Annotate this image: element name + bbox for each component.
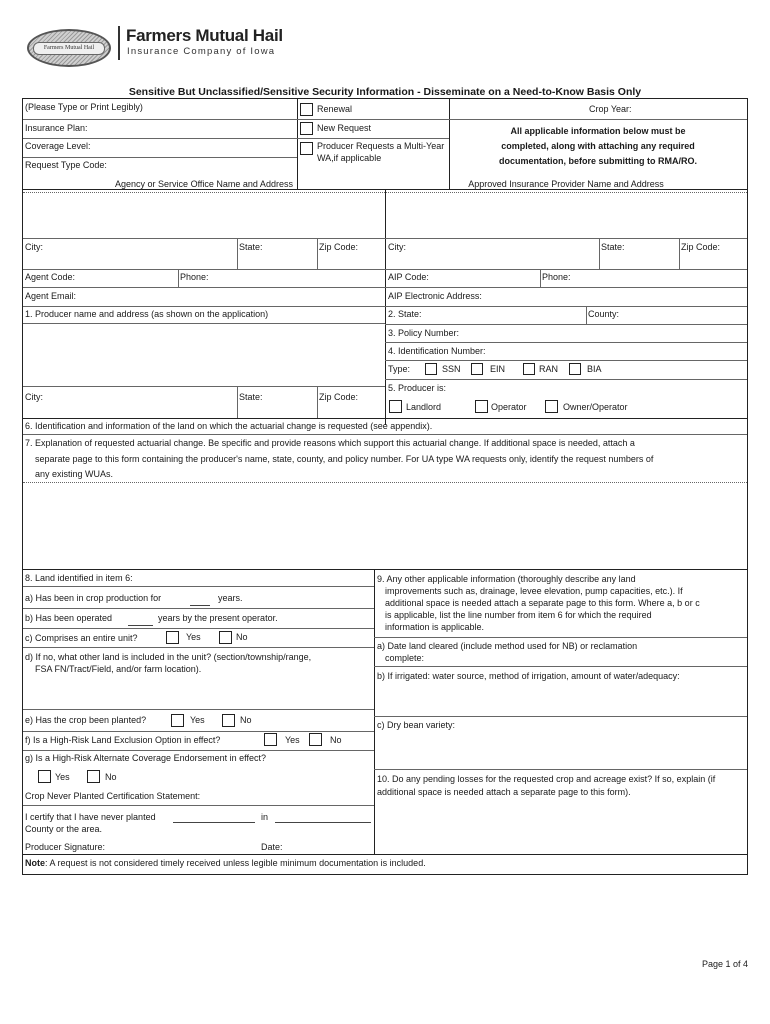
agency-zip-label: Zip Code: — [319, 242, 359, 252]
seal-band-text: Farmers Mutual Hail — [33, 42, 105, 55]
landlord-label: Landlord — [406, 402, 442, 412]
agency-city-label: City: — [25, 242, 43, 252]
aip-state-label: State: — [601, 242, 625, 252]
aip-header: Approved Insurance Provider Name and Address — [468, 179, 664, 189]
actuarial-change-form — [22, 98, 748, 875]
agency-header: Agency or Service Office Name and Address — [115, 179, 293, 189]
item8g-yes-label: Yes — [55, 772, 70, 782]
owner-operator-label: Owner/Operator — [563, 402, 628, 412]
company-seal-logo — [27, 29, 111, 67]
aip-zip-label: Zip Code: — [681, 242, 721, 252]
certify-suffix: County or the area. — [25, 824, 103, 834]
note-row — [25, 858, 426, 869]
item8e-label: e) Has the crop been planted? — [25, 715, 147, 725]
item8f-no-checkbox[interactable] — [309, 733, 322, 746]
notice-line-2: completed, along with attaching any required — [501, 141, 695, 151]
operator-label: Operator — [491, 402, 527, 412]
producer-state-label: State: — [239, 392, 263, 402]
item8e-no-checkbox[interactable] — [222, 714, 235, 727]
renewal-checkbox[interactable] — [300, 103, 313, 116]
item8f-label: f) Is a High-Risk Land Exclusion Option in effect? — [25, 735, 221, 745]
producer-city-label: City: — [25, 392, 43, 402]
signature-date-label: Date: — [261, 842, 283, 852]
insurance-plan-label: Insurance Plan: — [25, 123, 88, 133]
item8c-label: c) Comprises an entire unit? — [25, 633, 138, 643]
certify-label: I certify that I have never planted — [25, 812, 156, 822]
item8f-yes-checkbox[interactable] — [264, 733, 277, 746]
item8e-no-label: No — [240, 715, 252, 725]
logo-divider — [118, 26, 120, 60]
item2-state-label: 2. State: — [388, 309, 422, 319]
notice-line-1: All applicable information below must be — [510, 126, 686, 136]
item7-line-2: separate page to this form containing the producer's name, state, county, and policy number. For UA type WA requests only, identify the request numbers of — [35, 454, 654, 464]
certify-crop-line[interactable] — [173, 822, 255, 823]
id-type-label: Type: — [388, 364, 411, 374]
crop-year-label: Crop Year: — [589, 104, 632, 114]
ein-label: EIN — [490, 364, 506, 374]
multi-year-label-2: WA,if applicable — [317, 153, 382, 163]
item8b-years-line[interactable] — [128, 625, 153, 626]
item8g-no-label: No — [105, 772, 117, 782]
renewal-label: Renewal — [317, 104, 353, 114]
item8-title: 8. Land identified in item 6: — [25, 573, 133, 583]
agency-phone-label: Phone: — [180, 272, 209, 282]
item8c-yes-checkbox[interactable] — [166, 631, 179, 644]
item9a-line-2: complete: — [385, 653, 425, 663]
item8a-years-line[interactable] — [190, 605, 210, 606]
item8d-line-1: d) If no, what other land is included in the unit? (section/township/range, — [25, 652, 312, 662]
item9-line-3: additional space is needed attach a separate page to this form. Where a, b or c — [385, 598, 700, 608]
item9-line-2: improvements such as, drainage, levee elevation, pump capacities, etc.). If — [385, 586, 683, 596]
bia-label: BIA — [587, 364, 602, 374]
item8g-label: g) Is a High-Risk Alternate Coverage Endorsement in effect? — [25, 753, 266, 763]
agent-code-label: Agent Code: — [25, 272, 76, 282]
item5-producer-is-label: 5. Producer is: — [388, 383, 447, 393]
notice-line-3: documentation, before submitting to RMA/RO. — [499, 156, 697, 166]
item8d-line-2: FSA FN/Tract/Field, and/or farm location). — [35, 664, 202, 674]
item8b-suffix: years by the present operator. — [158, 613, 278, 623]
item8g-no-checkbox[interactable] — [87, 770, 100, 783]
landlord-checkbox[interactable] — [389, 400, 402, 413]
ssn-label: SSN — [442, 364, 461, 374]
item8e-yes-checkbox[interactable] — [171, 714, 184, 727]
item10-line-2: additional space is needed attach a separate page to this form). — [377, 787, 631, 797]
certify-in-label: in — [261, 812, 269, 822]
item8a-label: a) Has been in crop production for — [25, 593, 162, 603]
ein-checkbox[interactable] — [471, 363, 483, 375]
item9-line-1: 9. Any other applicable information (thoroughly describe any land — [377, 574, 636, 584]
item9b-label: b) If irrigated: water source, method of irrigation, amount of water/adequacy: — [377, 671, 680, 681]
county-label: County: — [588, 309, 620, 319]
brand-subtitle: Insurance Company of Iowa — [127, 46, 276, 57]
cnp-statement-label: Crop Never Planted Certification Statement: — [25, 791, 201, 801]
note-text: : A request is not considered timely received unless legible minimum documentation is included. — [45, 858, 426, 868]
item9-line-4: is applicable, list the line number from item 6 for which the required — [385, 610, 652, 620]
item4-id-number-label: 4. Identification Number: — [388, 346, 486, 356]
new-request-checkbox[interactable] — [300, 122, 313, 135]
item8c-no-checkbox[interactable] — [219, 631, 232, 644]
item8e-yes-label: Yes — [190, 715, 205, 725]
operator-checkbox[interactable] — [475, 400, 488, 413]
item7-line-3: any existing WUAs. — [35, 469, 114, 479]
item6-label: 6. Identification and information of the land on which the actuarial change is requested (see appendix). — [25, 421, 433, 431]
owner-operator-checkbox[interactable] — [545, 400, 558, 413]
item8f-no-label: No — [330, 735, 342, 745]
item9a-line-1: a) Date land cleared (include method used for NB) or reclamation — [377, 641, 638, 651]
item8b-label: b) Has been operated — [25, 613, 113, 623]
bia-checkbox[interactable] — [569, 363, 581, 375]
page-number: Page 1 of 4 — [701, 959, 748, 969]
item3-policy-number-label: 3. Policy Number: — [388, 328, 460, 338]
ran-checkbox[interactable] — [523, 363, 535, 375]
aip-city-label: City: — [388, 242, 406, 252]
agent-email-label: Agent Email: — [25, 291, 77, 301]
brand-name: Farmers Mutual Hail — [126, 26, 283, 45]
producer-zip-label: Zip Code: — [319, 392, 359, 402]
agency-state-label: State: — [239, 242, 263, 252]
coverage-level-label: Coverage Level: — [25, 141, 91, 151]
print-legibly-label: (Please Type or Print Legibly) — [25, 102, 143, 112]
item10-line-1: 10. Do any pending losses for the requested crop and acreage exist? If so, explain (if — [377, 774, 716, 784]
item9-line-5: information is applicable. — [385, 622, 485, 632]
multi-year-checkbox[interactable] — [300, 142, 313, 155]
aip-phone-label: Phone: — [542, 272, 571, 282]
item1-label: 1. Producer name and address (as shown on the application) — [25, 309, 269, 319]
ran-label: RAN — [539, 364, 559, 374]
item8a-years-suffix: years. — [218, 593, 243, 603]
item8g-yes-checkbox[interactable] — [38, 770, 51, 783]
aip-electronic-address-label: AIP Electronic Address: — [388, 291, 482, 301]
multi-year-label-1: Producer Requests a Multi-Year — [317, 141, 445, 151]
item8f-yes-label: Yes — [285, 735, 300, 745]
producer-signature-label: Producer Signature: — [25, 842, 106, 852]
item9c-label: c) Dry bean variety: — [377, 720, 456, 730]
ssn-checkbox[interactable] — [425, 363, 437, 375]
new-request-label: New Request — [317, 123, 372, 133]
item8c-yes-label: Yes — [186, 632, 201, 642]
item8c-no-label: No — [236, 632, 248, 642]
request-type-code-label: Request Type Code: — [25, 160, 107, 170]
classification-headline: Sensitive But Unclassified/Sensitive Security Information - Disseminate on a Need-to-Know Basis Only — [128, 86, 642, 98]
item7-line-1: 7. Explanation of requested actuarial change. Be specific and provide reasons which support this actuarial change. If additional space is needed, attach a — [25, 438, 635, 448]
certify-county-line[interactable] — [275, 822, 371, 823]
note-label: Note — [25, 858, 45, 868]
aip-code-label: AIP Code: — [388, 272, 429, 282]
